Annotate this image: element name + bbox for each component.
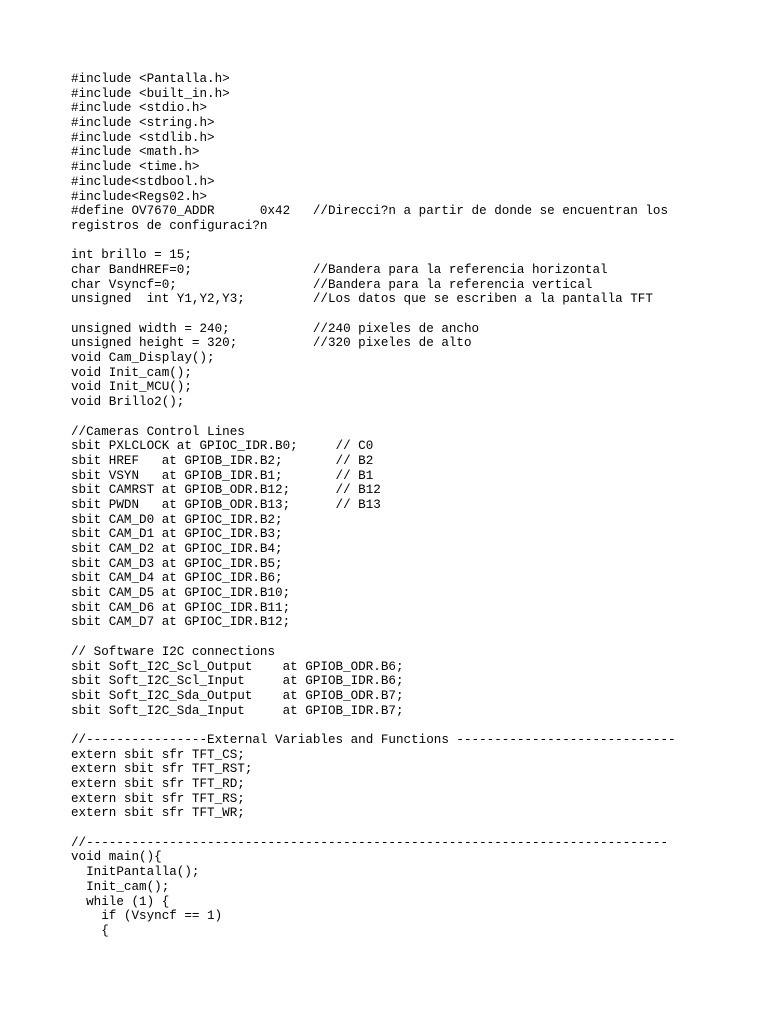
code-line [71,234,676,249]
code-line: sbit CAM_D7 at GPIOC_IDR.B12; [71,615,291,630]
code-line: Init_cam(); [71,879,170,894]
code-line: #include <math.h> [71,145,200,160]
code-line: #include <built_in.h> [71,86,230,101]
code-line: sbit VSYN at GPIOB_IDR.B1; // B1 [71,468,374,483]
code-line: extern sbit sfr TFT_RD; [71,777,245,791]
code-line: void Init_cam(); [71,365,192,380]
code-line: #include<Regs02.h> [71,189,208,204]
code-line: #include <time.h> [71,160,200,175]
code-line: registros de configuraci?n [71,218,268,233]
code-line: #define OV7670_ADDR 0x42 //Direcci?n a partir de donde se encuentran los [71,204,669,219]
code-line: sbit Soft_I2C_Sda_Input at GPIOB_IDR.B7; [71,703,404,718]
code-line: InitPantalla(); [71,865,200,880]
code-line: while (1) { [71,894,170,909]
code-line: sbit HREF at GPIOB_IDR.B2; // B2 [71,453,374,468]
code-line: { [71,923,109,938]
code-line: sbit CAM_D6 at GPIOC_IDR.B11; [71,600,291,615]
code-line: sbit Soft_I2C_Scl_Output at GPIOB_ODR.B6; [71,659,404,674]
code-line: sbit CAM_D5 at GPIOC_IDR.B10; [71,586,291,601]
code-line: void Cam_Display(); [71,351,215,366]
code-line: extern sbit sfr TFT_WR; [71,806,245,821]
code-line: extern sbit sfr TFT_CS; [71,747,245,762]
code-line [71,307,676,322]
code-line: unsigned width = 240; //240 pixeles de ancho [71,321,480,336]
code-line: //----------------------------------------------------------------------------- [71,835,669,850]
code-line: sbit Soft_I2C_Sda_Output at GPIOB_ODR.B7; [71,688,404,703]
code-line: #include <string.h> [71,116,215,131]
code-line: void Brillo2(); [71,395,185,410]
code-line [71,821,676,836]
code-line: int brillo = 15; [71,248,192,263]
code-line: sbit CAM_D3 at GPIOC_IDR.B5; [71,556,283,571]
code-line: #include <Pantalla.h> [71,72,230,86]
code-line: char BandHREF=0; //Bandera para la referencia horizontal [71,262,608,277]
code-line: void main(){ [71,850,162,865]
code-line: unsigned height = 320; //320 pixeles de alto [71,336,472,351]
code-line: //Cameras Control Lines [71,424,245,439]
code-line: extern sbit sfr TFT_RS; [71,791,245,806]
code-line: sbit CAM_D0 at GPIOC_IDR.B2; [71,512,283,527]
code-line: extern sbit sfr TFT_RST; [71,762,253,777]
code-line [71,410,676,425]
code-line: #include <stdlib.h> [71,130,215,145]
code-line: #include<stdbool.h> [71,174,215,189]
code-line [71,718,676,733]
code-line: sbit CAM_D1 at GPIOC_IDR.B3; [71,527,283,542]
code-line: // Software I2C connections [71,644,276,659]
code-block [71,72,676,939]
code-line: sbit PXLCLOCK at GPIOC_IDR.B0; // C0 [71,439,374,454]
code-line: //----------------External Variables and Functions ----------------------------- [71,732,676,747]
code-line [71,630,676,645]
code-line: sbit Soft_I2C_Scl_Input at GPIOB_IDR.B6; [71,674,404,689]
code-line: char Vsyncf=0; //Bandera para la referencia vertical [71,277,593,292]
code-line: unsigned int Y1,Y2,Y3; //Los datos que se escriben a la pantalla TFT [71,292,653,307]
code-line: sbit CAMRST at GPIOB_ODR.B12; // B12 [71,483,381,498]
code-line: sbit PWDN at GPIOB_ODR.B13; // B13 [71,497,381,512]
code-line: sbit CAM_D2 at GPIOC_IDR.B4; [71,542,283,556]
code-line: sbit CAM_D4 at GPIOC_IDR.B6; [71,571,283,586]
code-line: void Init_MCU(); [71,380,192,395]
code-line: if (Vsyncf == 1) [71,909,223,924]
code-line: #include <stdio.h> [71,101,208,116]
